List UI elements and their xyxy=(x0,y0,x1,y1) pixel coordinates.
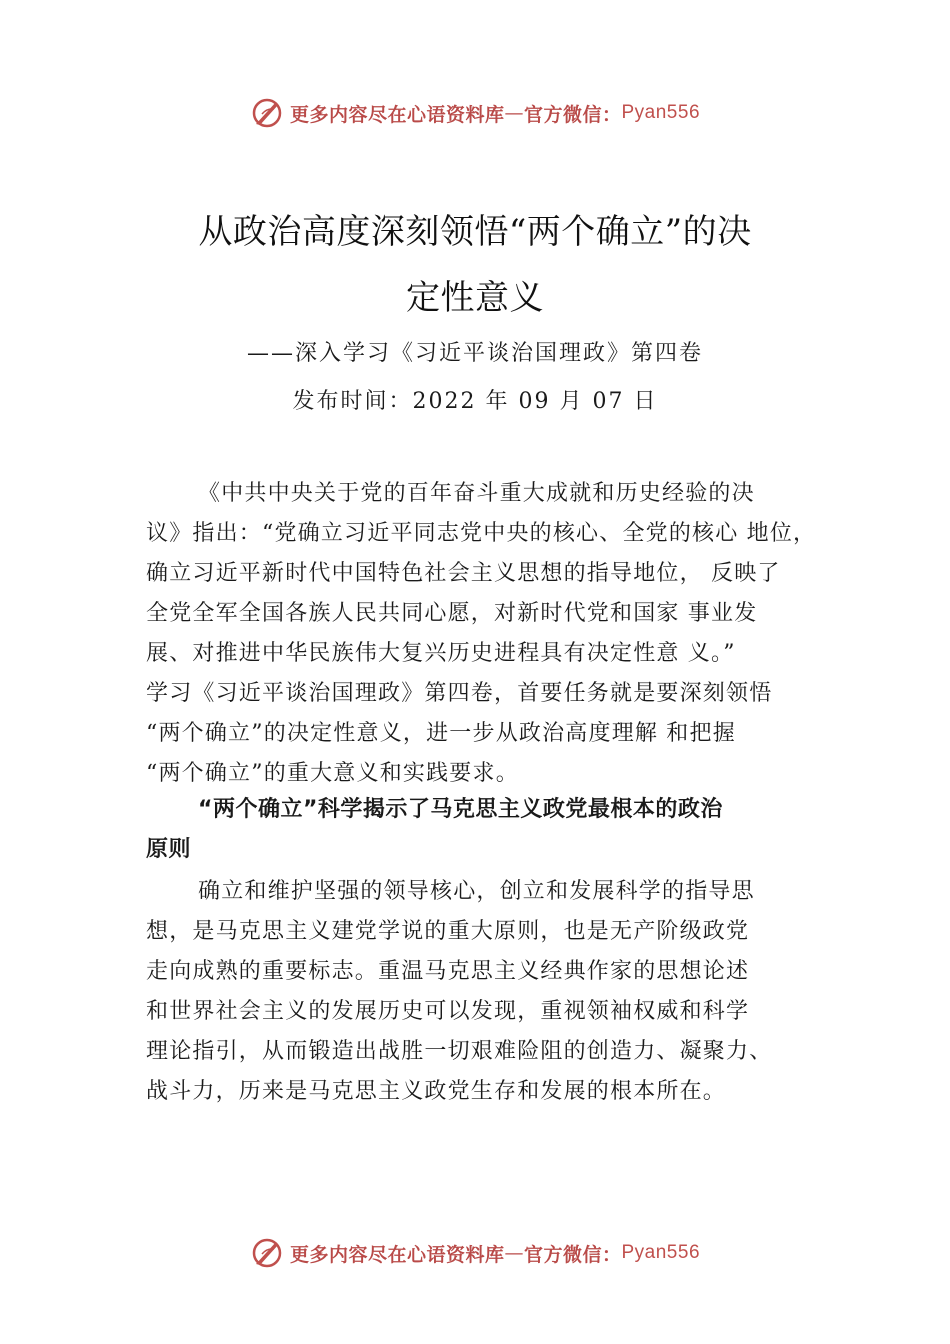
watermark-wechat-id: Pyan556 xyxy=(621,1242,701,1263)
paragraph-2 xyxy=(146,872,836,1112)
watermark-contact-prefix: 官方微信： xyxy=(523,103,622,126)
paragraph-line: 想，是马克思主义建党学说的重大原则，也是无产阶级政党 xyxy=(146,919,750,944)
paragraph-line: 和世界社会主义的发展历史可以发现，重视领袖权威和科学 xyxy=(146,999,750,1024)
watermark-wechat-id: Pyan556 xyxy=(621,102,701,123)
paragraph-line: 展、对推进中华民族伟大复兴历史进程具有决定性意 义。” xyxy=(146,641,736,666)
paragraph-line: 全党全军全国各族人民共同心愿，对新时代党和国家 事业发 xyxy=(146,601,758,626)
paragraph-line: 《中共中央关于党的百年奋斗重大成就和历史经验的决 xyxy=(198,481,755,506)
quill-seal-logo-icon xyxy=(250,96,284,130)
footer-watermark xyxy=(0,1236,950,1270)
watermark-brand: 更多内容尽在心语资料库 xyxy=(289,103,505,126)
paragraph-line: 理论指引，从而锻造出战胜一切艰难险阻的创造力、凝聚力、 xyxy=(146,1039,773,1064)
paragraph-line: “两个确立”的决定性意义，进一步从政治高度理解 和把握 xyxy=(146,721,736,746)
paragraph-line: “两个确立”的重大意义和实践要求。 xyxy=(146,761,519,786)
paragraph-1 xyxy=(146,474,836,794)
paragraph-line: 确立和维护坚强的领导核心，创立和发展科学的指导思 xyxy=(198,879,755,904)
section-heading-line: 原则 xyxy=(146,837,192,862)
watermark-dash: — xyxy=(504,102,524,124)
watermark-dash: — xyxy=(504,1242,524,1264)
watermark-brand: 更多内容尽在心语资料库 xyxy=(289,1243,505,1266)
document-title-line-2: 定性意义 xyxy=(406,278,544,318)
section-heading-line: “两个确立”科学揭示了马克思主义政党最根本的政治 xyxy=(198,797,723,822)
paragraph-line: 学习《习近平谈治国理政》第四卷，首要任务就是要深刻领悟 xyxy=(146,681,773,706)
paragraph-line: 战斗力，历来是马克思主义政党生存和发展的根本所在。 xyxy=(146,1079,727,1104)
section-heading xyxy=(146,790,836,870)
document-subtitle: ——深入学习《习近平谈治国理政》第四卷 xyxy=(246,341,703,366)
document-title-line-1: 从政治高度深刻领悟“两个确立”的决 xyxy=(198,212,752,252)
paragraph-line: 走向成熟的重要标志。重温马克思主义经典作家的思想论述 xyxy=(146,959,750,984)
paragraph-line: 议》指出：“党确立习近平同志党中央的核心、全党的核心 地位， xyxy=(146,521,817,546)
watermark-contact-prefix: 官方微信： xyxy=(523,1243,622,1266)
publish-date: 发布时间：2022 年 09 月 07 日 xyxy=(292,389,658,414)
paragraph-line: 确立习近平新时代中国特色社会主义思想的指导地位， 反映了 xyxy=(146,561,781,586)
quill-seal-logo-icon xyxy=(250,1236,284,1270)
header-watermark xyxy=(0,96,950,130)
